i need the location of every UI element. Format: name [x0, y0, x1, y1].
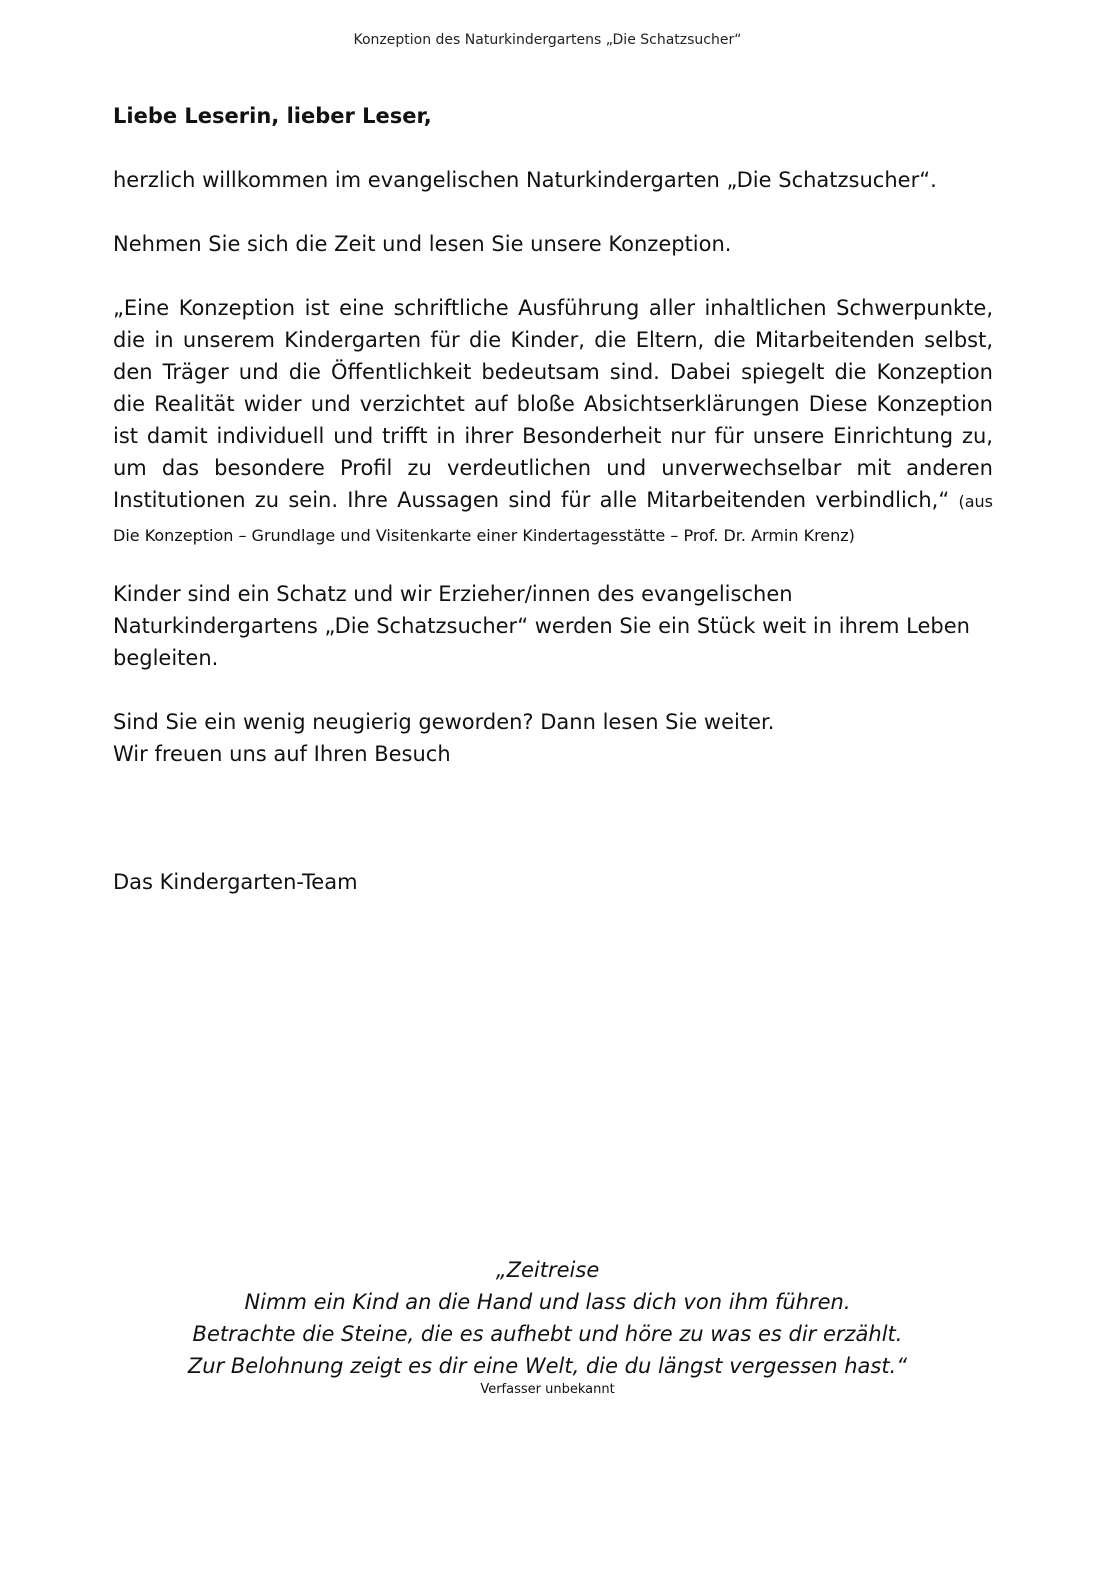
poem-title: „Zeitreise — [495, 1258, 600, 1282]
poem-line: Zur Belohnung zeigt es dir eine Welt, die du längst vergessen hast.“ — [187, 1354, 908, 1378]
greeting: Liebe Leserin, lieber Leser, — [113, 104, 432, 128]
running-header: Konzeption des Naturkindergartens „Die Schatzsucher“ — [353, 32, 742, 48]
poem-author: Verfasser unbekannt — [480, 1382, 615, 1397]
quote-citation: (aus Die Konzeption – Grundlage und Visitenkarte einer Kindertagesstätte – Prof. Dr. Armin Krenz) — [113, 492, 993, 545]
curious-line: Sind Sie ein wenig neugierig geworden? Dann lesen Sie weiter. — [113, 710, 775, 734]
welcome-paragraph: herzlich willkommen im evangelischen Naturkindergarten „Die Schatzsucher“. — [113, 168, 937, 192]
quote-text: „Eine Konzeption ist eine schriftliche Ausführung aller inhaltlichen Schwerpunkte, die in unserem Kindergarten für die Kinder, die Eltern, die Mitarbeitenden selbst, den Träger und die Öffentlichkeit bedeutsam sind. Dabei spiegelt die Konzeption die Realität wider und verzichtet auf bloße Absichtserklärungen Diese Konzeption ist damit individuell und trifft in ihrer Besonderheit nur für unsere Einrichtung zu, um das besondere Profil zu verdeutlichen und unverwechselbar mit anderen Institutionen zu sein. Ihre Aussagen sind für alle Mitarbeitenden verbindlich,“ — [113, 296, 993, 512]
visit-line: Wir freuen uns auf Ihren Besuch — [113, 742, 451, 766]
letter-body — [113, 100, 993, 770]
invitation-paragraph: Nehmen Sie sich die Zeit und lesen Sie unsere Konzeption. — [113, 232, 732, 256]
treasure-paragraph: Kinder sind ein Schatz und wir Erzieher/innen des evangelischen Naturkindergartens „Die Schatzsucher“ werden Sie ein Stück weit in ihrem Leben begleiten. — [113, 582, 970, 670]
signature: Das Kindergarten-Team — [113, 870, 358, 894]
quote-paragraph — [113, 292, 993, 552]
poem-line: Betrachte die Steine, die es aufhebt und höre zu was es dir erzählt. — [192, 1322, 903, 1346]
poem-line: Nimm ein Kind an die Hand und lass dich von ihm führen. — [244, 1290, 851, 1314]
poem-block — [0, 1254, 1095, 1398]
